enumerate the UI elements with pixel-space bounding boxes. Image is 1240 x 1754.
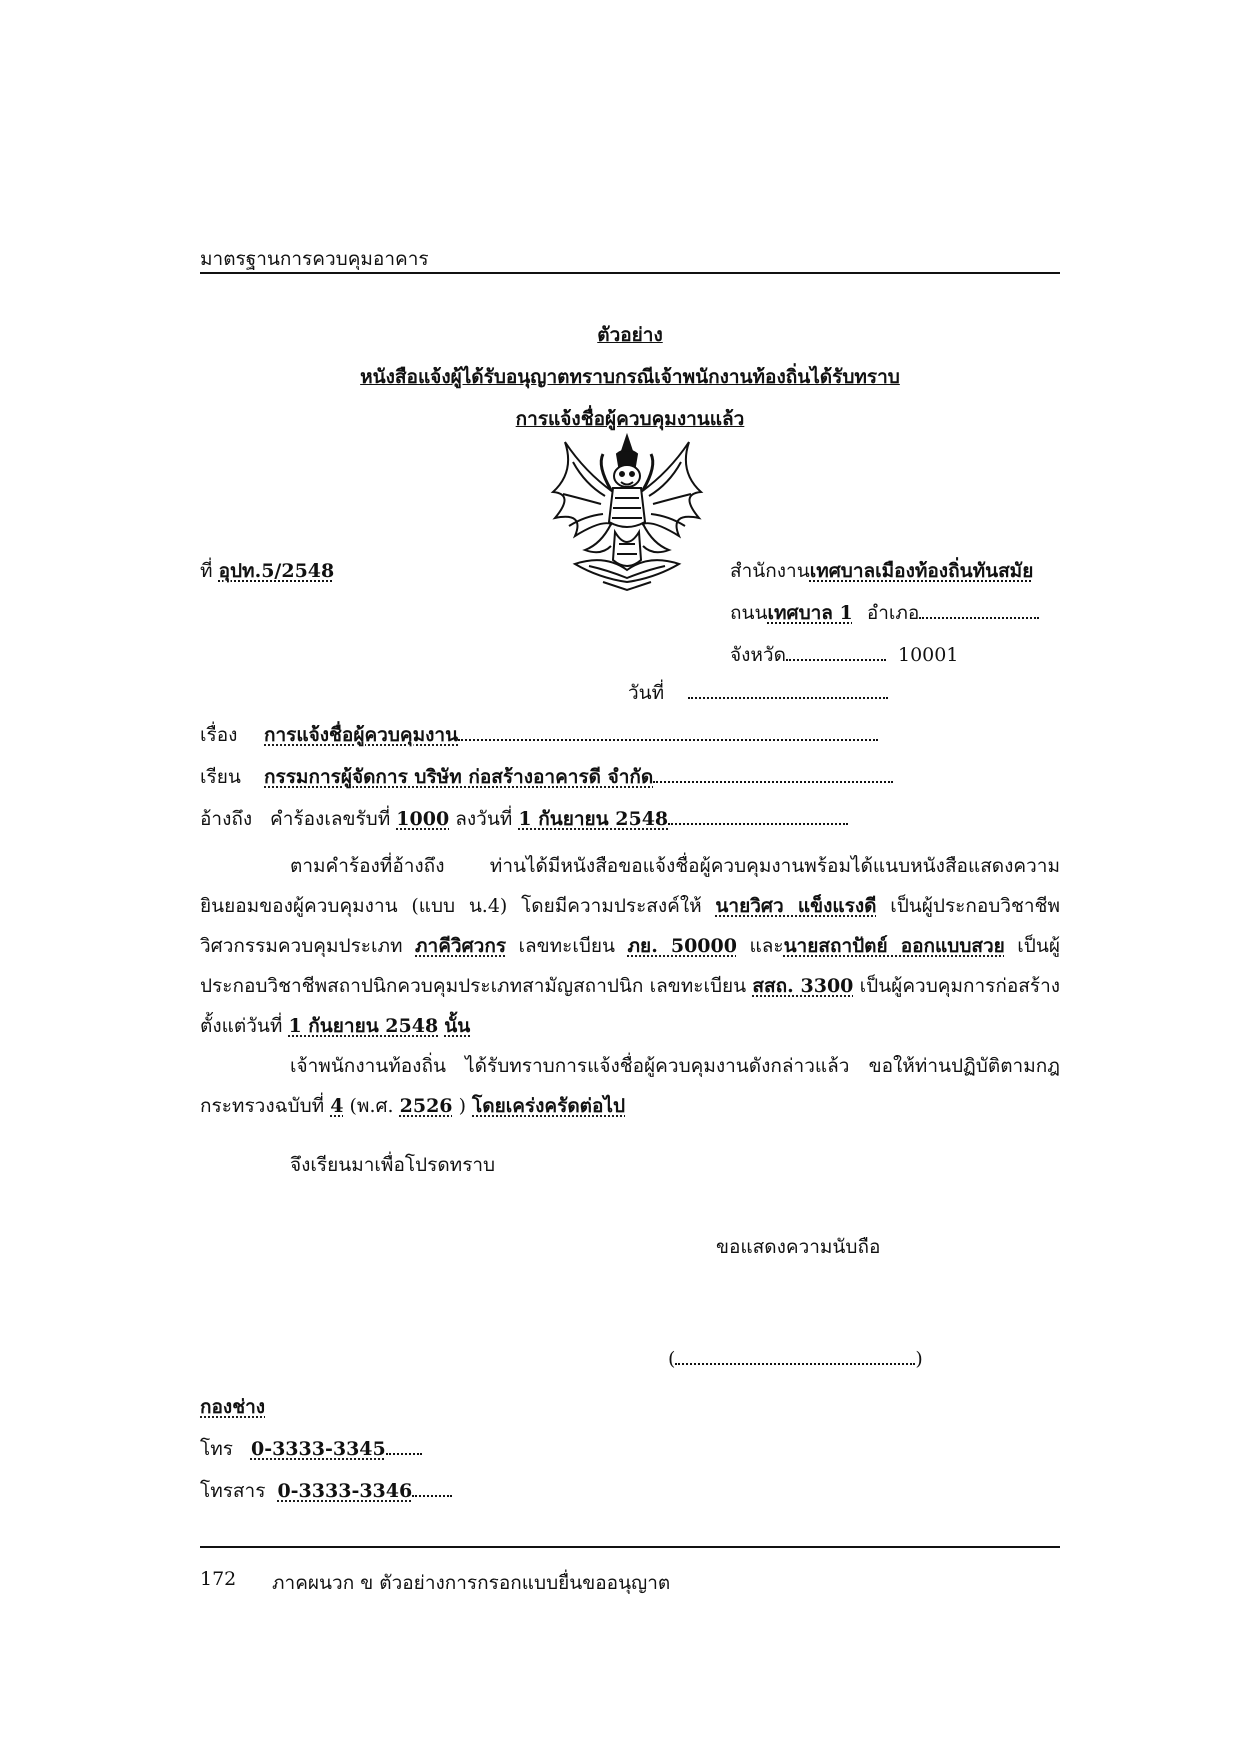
reference-line: อ้างถึง คำร้องเลขรับที่ 1000 ลงวันที่ 1 กันยายน 2548: [200, 804, 848, 834]
province-line: จังหวัด 10001: [730, 644, 959, 666]
reference-number-value: อุปท.5/2548: [218, 560, 335, 582]
page-number: 172: [200, 1568, 237, 1590]
ministerial-rule-year: 2526: [399, 1095, 453, 1117]
footer-rule: [200, 1546, 1060, 1548]
fax-number: 0-3333-3346: [277, 1480, 413, 1502]
subject-value: การแจ้งชื่อผู้ควบคุมงาน: [264, 724, 459, 746]
body-paragraph-3: จึงเรียนมาเพื่อโปรดทราบ: [290, 1154, 496, 1176]
phone-number: 0-3333-3345: [250, 1438, 386, 1460]
date-line: วันที่: [628, 678, 888, 708]
reference-date: 1 กันยายน 2548: [518, 808, 669, 830]
heading-line-3: การแจ้งชื่อผู้ควบคุมงานแล้ว: [515, 408, 745, 430]
body-paragraph-2: เจ้าพนักงานท้องถิ่น ได้รับทราบการแจ้งชื่อผู้ควบคุมงานดังกล่าวแล้ว ขอให้ท่านปฏิบัติตามกฎกระทรวงฉบับที่ 4 (พ.ศ. 2526 ) โดยเคร่งครัดต่อไป: [200, 1055, 1060, 1117]
district-blank: [919, 603, 1039, 619]
closing-salutation: ขอแสดงความนับถือ: [716, 1236, 881, 1258]
start-date: 1 กันยายน 2548: [288, 1015, 439, 1037]
engineer-name: นายวิศว แข็งแรงดี: [715, 895, 877, 917]
to-line: เรียน กรรมการผู้จัดการ บริษัท ก่อสร้างอาคารดี จำกัด: [200, 762, 893, 792]
engineer-registration: ภย. 50000: [627, 935, 737, 957]
fax-line: โทรสาร 0-3333-3346: [200, 1476, 452, 1506]
postcode: 10001: [898, 644, 959, 666]
department: กองช่าง: [200, 1396, 266, 1418]
signature-blank: [675, 1349, 915, 1365]
office-name: เทศบาลเมืองท้องถิ่นทันสมัย: [809, 560, 1034, 582]
heading-line-1: ตัวอย่าง: [597, 324, 663, 346]
engineer-type: ภาคีวิศวกร: [415, 935, 507, 957]
garuda-emblem-icon: [545, 432, 710, 592]
date-blank: [688, 683, 888, 699]
header-rule: [200, 272, 1060, 274]
office-line: สำนักงานเทศบาลเมืองท้องถิ่นทันสมัย: [730, 560, 1034, 582]
reference-number: ที่ อุปท.5/2548: [200, 560, 335, 582]
running-header: มาตรฐานการควบคุมอาคาร: [200, 248, 429, 270]
phone-line: โทร 0-3333-3345: [200, 1434, 422, 1464]
province-blank: [786, 645, 886, 661]
reference-received-number: 1000: [396, 808, 450, 830]
architect-registration: สสถ. 3300: [752, 975, 854, 997]
subject-line: เรื่อง การแจ้งชื่อผู้ควบคุมงาน: [200, 720, 878, 750]
road-line: ถนนเทศบาล 1 อำเภอ: [730, 598, 1039, 628]
signature-line: ( ): [668, 1348, 923, 1370]
body-paragraph-1: ตามคำร้องที่อ้างถึง ท่านได้มีหนังสือขอแจ้งชื่อผู้ควบคุมงานพร้อมได้แนบหนังสือแสดงความยินยอมของผู้ควบคุมงาน (แบบ น.4) โดยมีความประสงค์ให้ นายวิศว แข็งแรงดี เป็นผู้ประกอบวิชาชีพวิศวกรรมควบคุมประเภท ภาคีวิศวกร เลขทะเบียน ภย. 50000 และนายสถาปัตย์ ออกแบบสวย เป็นผู้ประกอบวิชาชีพสถาปนิกควบคุมประเภทสามัญสถาปนิก เลขทะเบียน สสถ. 3300 เป็นผู้ควบคุมการก่อสร้างตั้งแต่วันที่ 1 กันยายน 2548 นั้น: [200, 855, 1061, 1037]
to-value: กรรมการผู้จัดการ บริษัท ก่อสร้างอาคารดี จำกัด: [264, 766, 654, 788]
architect-name: นายสถาปัตย์ ออกแบบสวย: [783, 935, 1005, 957]
heading-line-2: หนังสือแจ้งผู้ได้รับอนุญาตทราบกรณีเจ้าพนักงานท้องถิ่นได้รับทราบ: [360, 366, 900, 388]
footer-text: ภาคผนวก ข ตัวอย่างการกรอกแบบยื่นขออนุญาต: [272, 1572, 671, 1594]
ministerial-rule-number: 4: [330, 1095, 344, 1117]
road-value: เทศบาล 1: [767, 602, 853, 624]
